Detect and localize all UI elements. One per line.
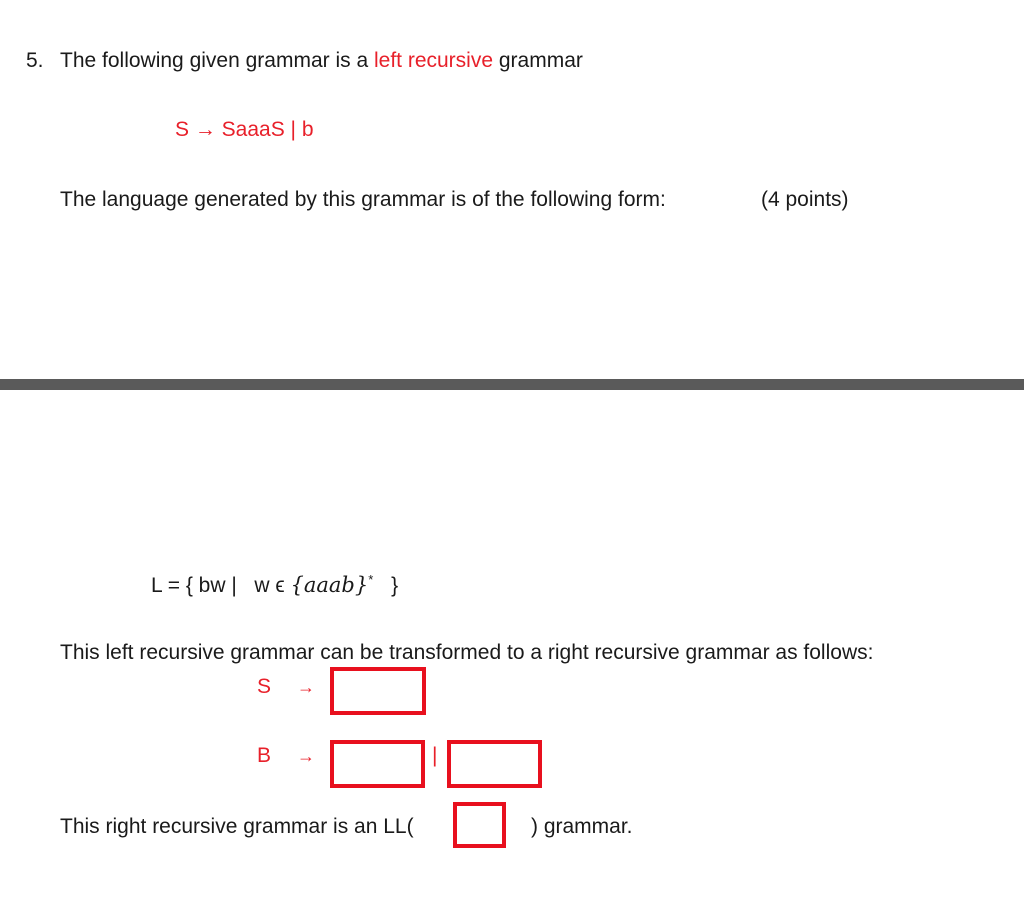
language-close: }	[391, 574, 399, 597]
rule-s-lhs: S	[257, 675, 272, 698]
language-prompt: The language generated by this grammar is of the following form:	[60, 188, 666, 211]
question-intro	[60, 49, 583, 73]
intro-text-after: grammar	[498, 49, 583, 72]
question-number: 5.	[26, 49, 44, 72]
rule-b-answer-box-2[interactable]	[447, 740, 542, 788]
intro-text-before: The following given grammar is a	[60, 49, 369, 72]
rule-b-answer-box-1[interactable]	[330, 740, 425, 788]
ll-k-answer-box[interactable]	[453, 802, 506, 848]
intro-highlight: left recursive	[373, 49, 494, 72]
points-label: (4 points)	[761, 188, 849, 211]
grammar-production: S → SaaaS | b	[175, 118, 314, 141]
transform-text: This left recursive grammar can be transformed to a right recursive grammar as follows:	[60, 641, 874, 664]
rule-b-arrow: →	[297, 746, 315, 766]
kleene-star: *	[368, 572, 374, 587]
rule-s-arrow: →	[297, 677, 315, 697]
ll-prefix: This right recursive grammar is an LL(	[60, 815, 414, 838]
language-prefix: L = { bw | w ϵ	[151, 574, 285, 597]
rule-b-lhs: B	[257, 744, 272, 767]
rule-s-answer-box[interactable]	[330, 667, 426, 715]
language-set: {aaab}	[290, 573, 369, 597]
section-divider	[0, 379, 1024, 390]
rule-b-alt-bar: |	[432, 744, 438, 767]
language-definition	[151, 572, 398, 598]
ll-suffix: ) grammar.	[531, 815, 633, 838]
